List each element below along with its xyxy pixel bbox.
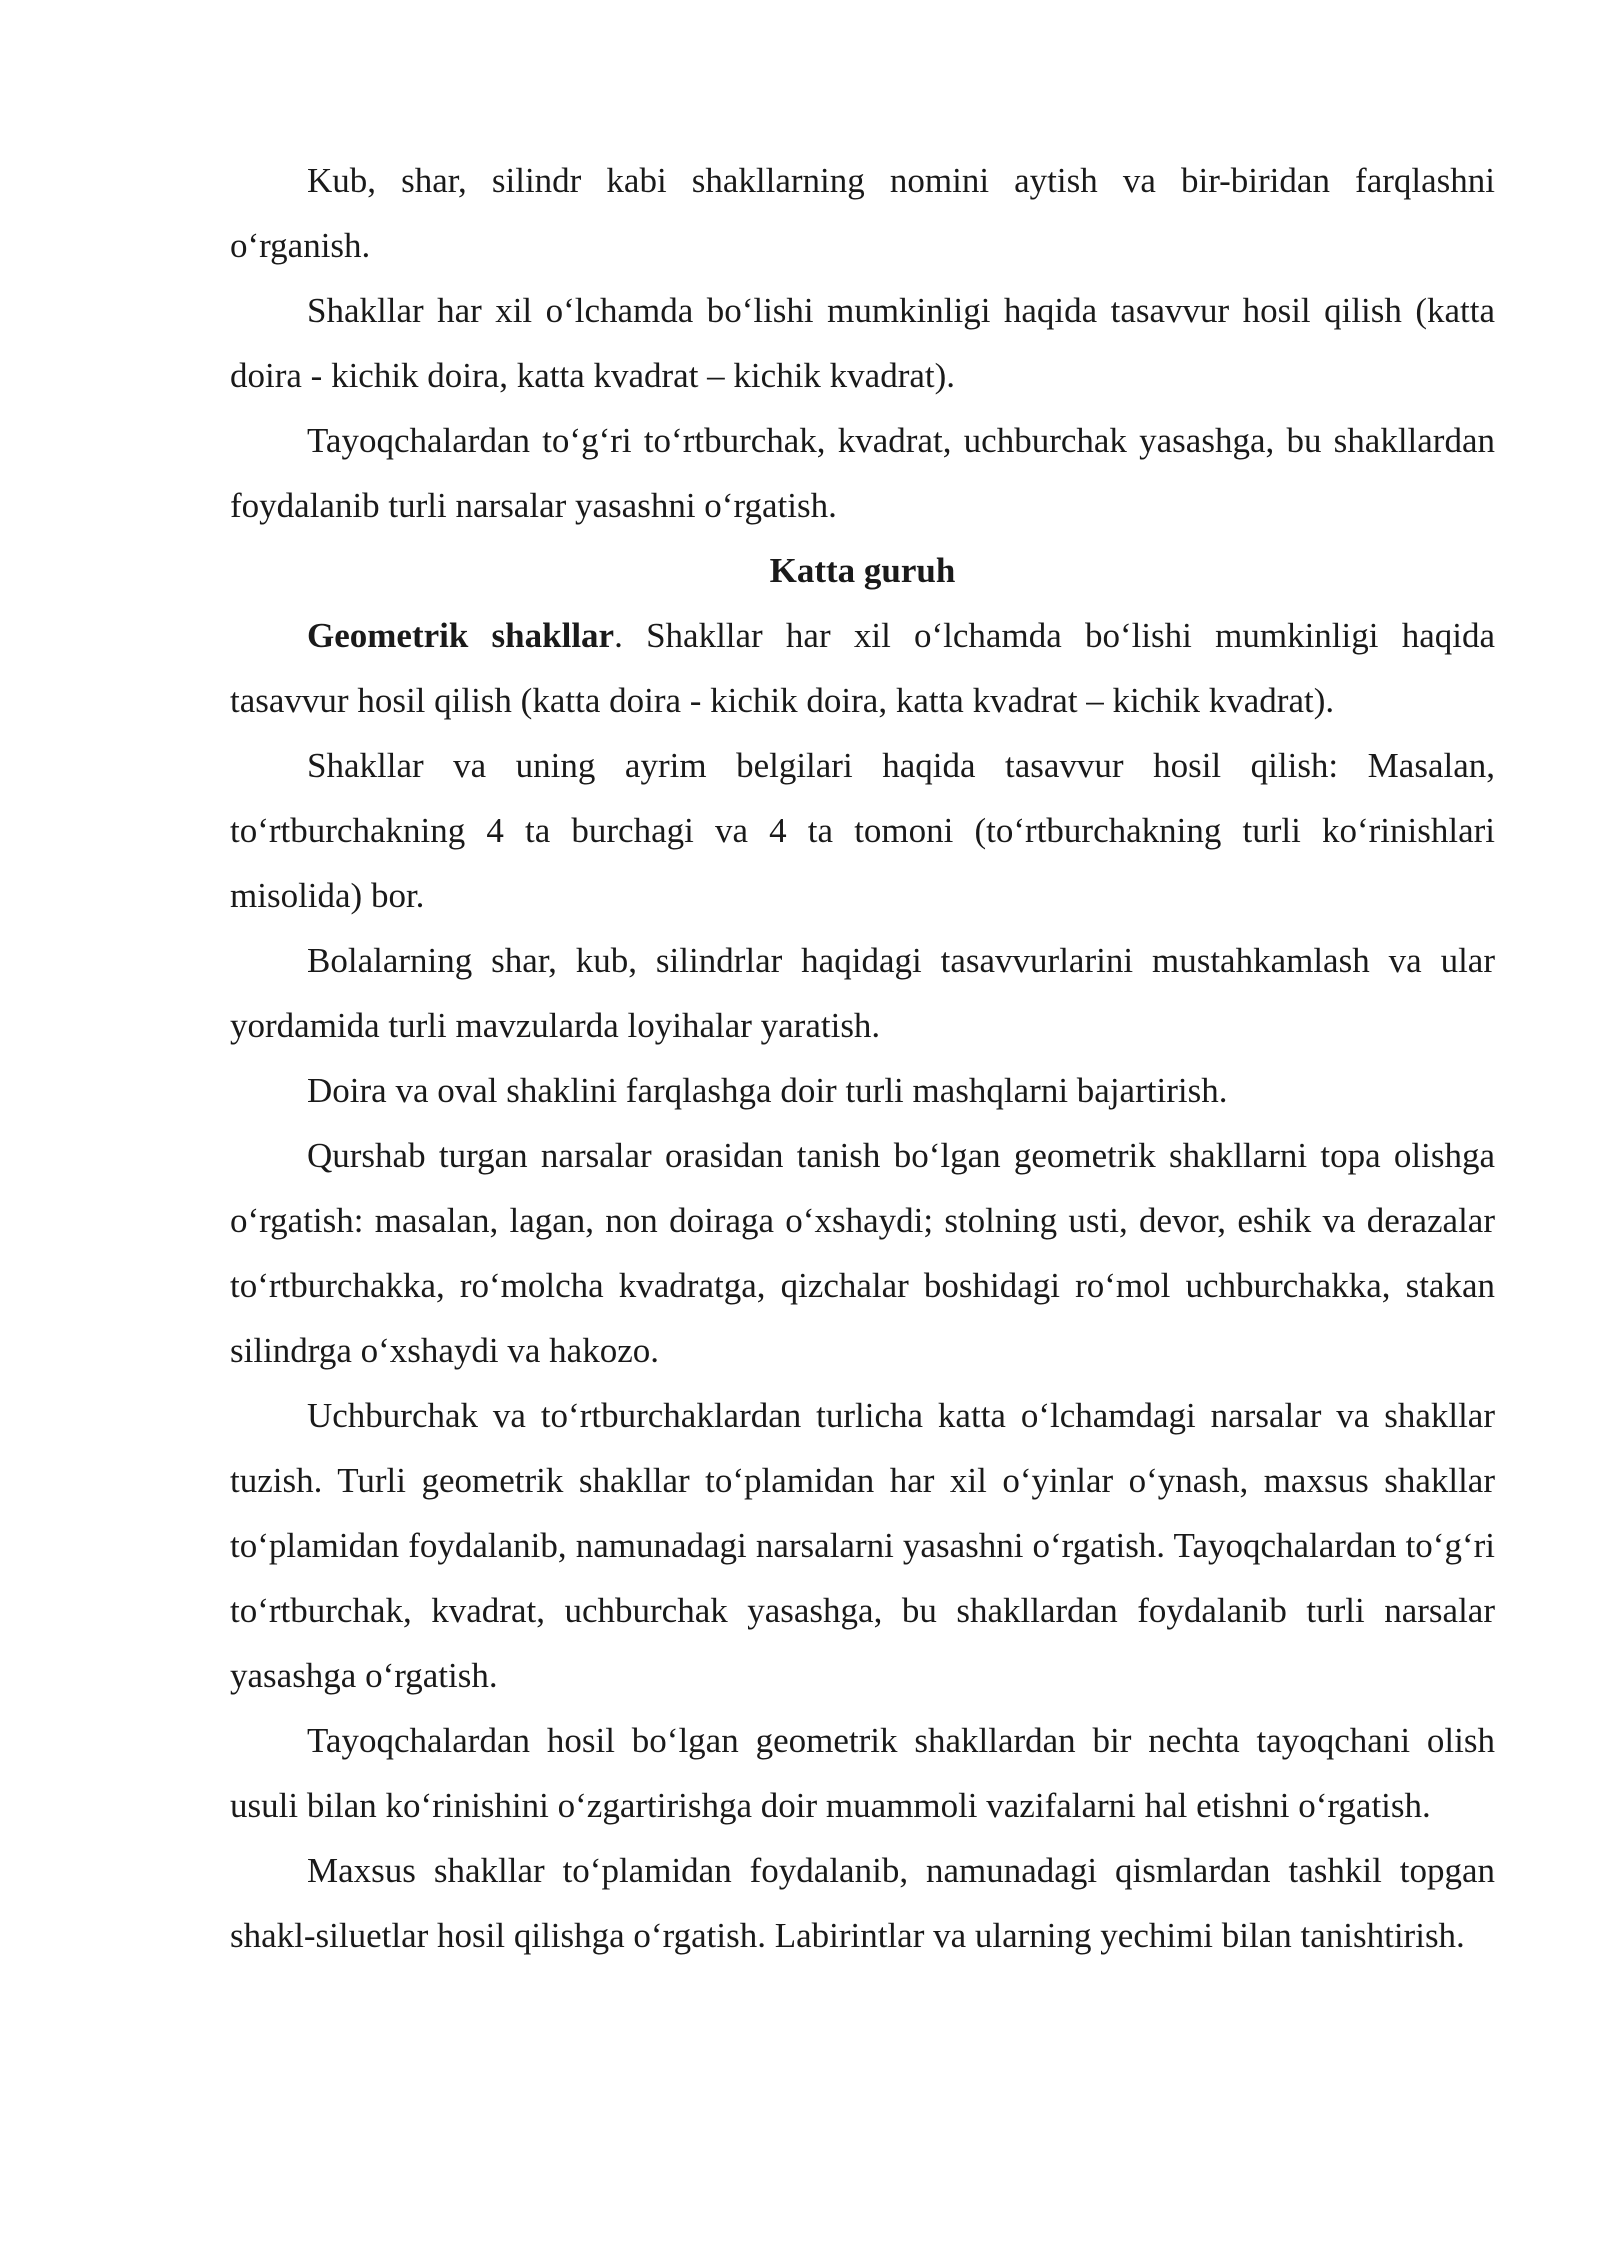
paragraph-geometric-shapes [230, 603, 1495, 733]
paragraph-silhouettes: Maxsus shakllar to‘plamidan foydalanib, namunadagi qismlardan tashkil topgan shakl-siluetlar hosil qilishga o‘rgatish. Labirintlar va ularning yechimi bilan tanishtirish. [230, 1851, 1495, 1955]
document-body [230, 148, 1495, 1968]
paragraph-sticks-shapes: Tayoqchalardan to‘g‘ri to‘rtburchak, kvadrat, uchburchak yasashga, bu shakllardan foydalanib turli narsalar yasashni o‘rgatish. [230, 421, 1495, 525]
paragraph-stick-problems: Tayoqchalardan hosil bo‘lgan geometrik shakllardan bir nechta tayoqchani olish usuli bilan ko‘rinishini o‘zgartirishga doir muammoli vazifalarni hal etishni o‘rgatish. [230, 1721, 1495, 1825]
paragraph-shape-features: Shakllar va uning ayrim belgilari haqida tasavvur hosil qilish: Masalan, to‘rtburchakning 4 ta burchagi va 4 ta tomoni (to‘rtburchakning turli ko‘rinishlari misolida) bor. [230, 746, 1495, 915]
paragraph-shapes-names: Kub, shar, silindr kabi shakllarning nomini aytish va bir-biridan farqlashni o‘rganish. [230, 161, 1495, 265]
paragraph-surrounding-objects: Qurshab turgan narsalar orasidan tanish bo‘lgan geometrik shakllarni topa olishga o‘rgatish: masalan, lagan, non doiraga o‘xshaydi; stolning usti, devor, eshik va derazalar to‘rtburchakka, ro‘molcha kvadratga, qizchalar boshidagi ro‘mol uchburchakka, stakan silindrga o‘xshaydi va hakozo. [230, 1136, 1495, 1370]
paragraph-triangles-rectangles: Uchburchak va to‘rtburchaklardan turlicha katta o‘lchamdagi narsalar va shakllar tuzish. Turli geometrik shakllar to‘plamidan har xil o‘yinlar o‘ynash, maxsus shakllar to‘plamidan foydalanib, namunadagi narsalarni yasashni o‘rgatish. Tayoqchalardan to‘g‘ri to‘rtburchak, kvadrat, uchburchak yasashga, bu shakllardan foydalanib turli narsalar yasashga o‘rgatish. [230, 1396, 1495, 1695]
paragraph-lead-rest: . Shakllar har xil o‘lchamda bo‘lishi mumkinligi haqida tasavvur hosil qilish (katta doira - kichik doira, katta kvadrat – kichik kvadrat). [230, 616, 1495, 720]
paragraph-lead-term: Geometrik shakllar [307, 616, 615, 655]
paragraph-3d-shapes: Bolalarning shar, kub, silindrlar haqidagi tasavvurlarini mustahkamlash va ular yordamida turli mavzularda loyihalar yaratish. [230, 941, 1495, 1045]
paragraph-shapes-sizes: Shakllar har xil o‘lchamda bo‘lishi mumkinligi haqida tasavvur hosil qilish (katta doira - kichik doira, katta kvadrat – kichik kvadrat). [230, 291, 1495, 395]
paragraph-circle-oval: Doira va oval shaklini farqlashga doir turli mashqlarni bajartirish. [307, 1071, 1228, 1110]
section-heading: Katta guruh [769, 551, 956, 590]
